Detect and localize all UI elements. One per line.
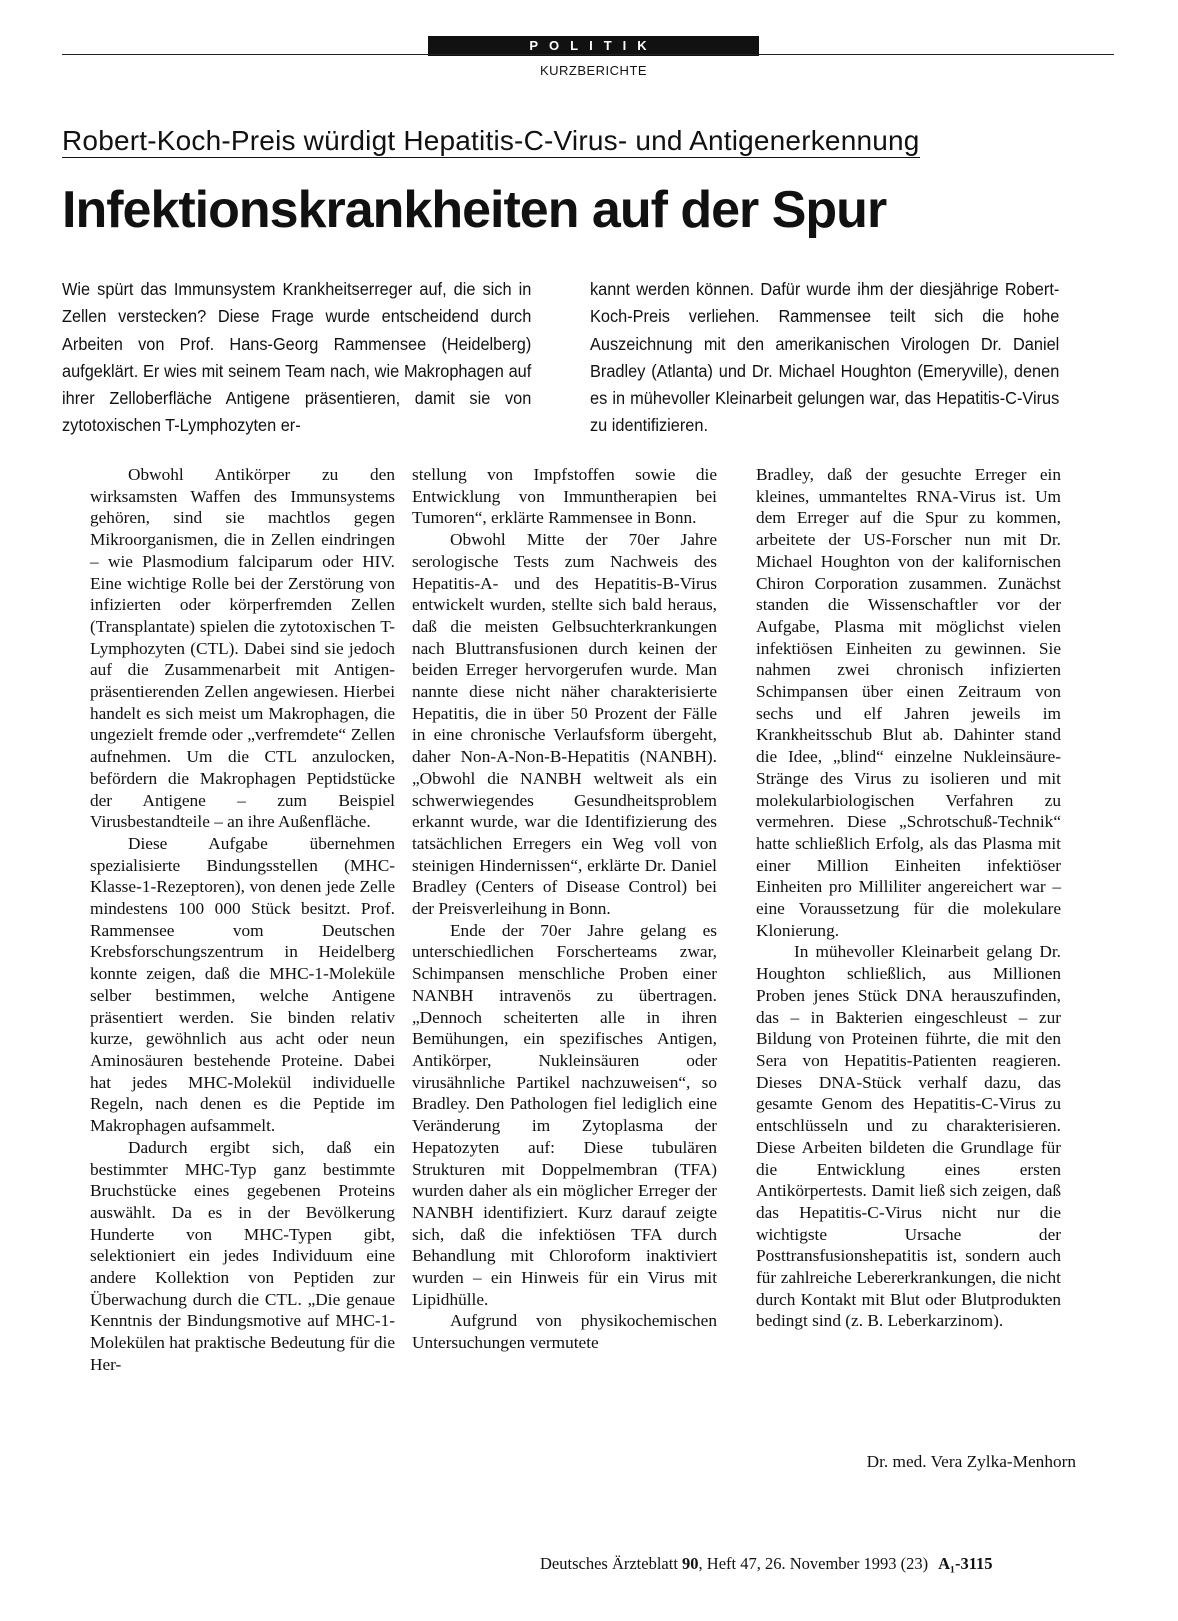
section-label: POLITIK <box>428 36 759 56</box>
paragraph: Bradley, daß der gesuchte Erreger ein kleines, ummanteltes RNA-Virus ist. Um dem Erreger auf die Spur zu kommen, arbeitete der US-Forscher nun mit Dr. Michael Houghton von der kalifornischen Chiron Corporation zusammen. Zunächst standen die Wissenschaftler vor der Aufgabe, Plasma mit möglichst vielen infektiösen Einheiten zu gewinnen. Sie nahmen zwei chronisch infizierten Schimpansen über einen Zeitraum von sechs und elf Jahren jeweils im Krankheitsschub Blut ab. Dahinter stand die Idee, „blind“ einzelne Nukleinsäure-Stränge des Virus zu isolieren und mit molekularbiologischen Verfahren zu vermehren. Diese „Schrotschuß-Technik“ hatte schließlich Erfolg, als das Plasma mit einer Million Einheiten infektiöser Einheiten pro Milliliter angereichert war – eine Voraussetzung für die molekulare Klonierung. <box>756 465 1061 940</box>
header-rule <box>62 54 1114 55</box>
journal-volume: 90 <box>682 1554 699 1573</box>
text-column-3 <box>756 464 1061 1332</box>
paragraph: Aufgrund von physikochemischen Untersuchungen vermutete <box>412 1311 717 1353</box>
paragraph: Obwohl Mitte der 70er Jahre serologische Tests zum Nachweis des Hepatitis-A- und des Hepatitis-B-Virus entwickelt wurden, stellte sich bald heraus, daß die meisten Gelbsuchterkrankungen nach Bluttransfusionen durch keinen der beiden Erreger hervorgerufen wurde. Man nannte diese nicht näher charakterisierte Hepatitis, die in über 50 Prozent der Fälle in eine chronische Verlaufsform übergeht, daher Non-A-Non-B-Hepatitis (NANBH). „Obwohl die NANBH weltweit als ein schwerwiegendes Gesundheitsproblem erkannt wurde, war die Identifizierung des tatsächlichen Erregers ein Weg voll von steinigen Hindernissen“, erklärte Dr. Daniel Bradley (Centers of Disease Control) bei der Preisverleihung in Bonn. <box>412 530 717 919</box>
category-label: KURZBERICHTE <box>539 63 648 78</box>
page-footer <box>540 1554 993 1574</box>
article-subtitle-text: Robert-Koch-Preis würdigt Hepatitis-C-Virus- und Antigenerkennung <box>62 125 920 156</box>
issue-info: , Heft 47, 26. November 1993 (23) <box>698 1554 929 1573</box>
paragraph: Dadurch ergibt sich, daß ein bestimmter MHC-Typ ganz bestimmte Bruchstücke eines gegebenen Proteins auswählt. Da es in der Bevölkerung Hunderte von MHC-Typen gibt, selektioniert ein jedes Individuum eine andere Kollektion von Peptiden zur Überwachung durch die CTL. „Die genaue Kenntnis der Bindungsmotive auf MHC-1-Molekülen hat praktische Bedeutung für die Her- <box>90 1137 395 1374</box>
lead-paragraph-left: Wie spürt das Immunsystem Krankheitserreger auf, die sich in Zellen verstecken? Diese Frage wurde entscheidend durch Arbeiten von Prof. Hans-Georg Rammensee (Heidelberg) aufgeklärt. Er wies mit seinem Team nach, wie Makrophagen auf ihrer Zelloberfläche Antigene präsentieren, damit sie von zytotoxischen T-Lymphozyten er- <box>62 279 532 436</box>
article-subtitle <box>62 125 1162 157</box>
text-column-1 <box>90 464 395 1376</box>
paragraph: Ende der 70er Jahre gelang es unterschiedlichen Forscherteams zwar, Schimpansen menschliche Proben einer NANBH intravenös zu übertragen. „Dennoch scheiterten alle in ihren Bemühungen, ein spezifisches Antigen, Antikörper, Nukleinsäuren oder virusähnliche Partikel nachzuweisen“, so Bradley. Den Pathologen fiel lediglich eine Veränderung im Zytoplasma der Hepatozyten auf: Diese tubulären Strukturen mit Doppelmembran (TFA) wurden daher als ein möglicher Erreger der NANBH identifiziert. Kurz darauf zeigte sich, daß die infektiösen TFA durch Behandlung mit Chloroform inaktiviert wurden – ein Hinweis für ein Virus mit Lipidhülle. <box>412 920 717 1309</box>
page-number: A₁-3115 <box>938 1554 993 1573</box>
paragraph: In mühevoller Kleinarbeit gelang Dr. Houghton schließlich, aus Millionen Proben jenes Stück DNA herauszufinden, das – in Bakterien eingeschleust – zur Bildung von Proteinen führte, die mit den Sera von Hepatitis-Patienten reagieren. Dieses DNA-Stück verhalf dazu, das gesamte Genom des Hepatitis-C-Virus zu entschlüsseln und zu charakterisieren. Diese Arbeiten bildeten die Grundlage für die Entwicklung eines ersten Antikörpertests. Damit ließ sich zeigen, daß das Hepatitis-C-Virus nicht nur die wichtigste Ursache der Posttransfusionshepatitis ist, sondern auch für zahlreiche Lebererkrankungen, die nicht durch Kontakt mit Blut oder Blutprodukten bedingt sind (z. B. Leberkarzinom). <box>756 942 1061 1331</box>
journal-name: Deutsches Ärzteblatt <box>540 1554 678 1573</box>
paragraph: Diese Aufgabe übernehmen spezialisierte Bindungsstellen (MHC-Klasse-1-Rezeptoren), von denen jede Zelle mindestens 100 000 Stück besitzt. Prof. Rammensee vom Deutschen Krebsforschungszentrum in Heidelberg konnte zeigen, daß die MHC-1-Moleküle selber bestimmen, welche Antigene präsentiert werden. Sie binden relativ kurze, gewöhnlich aus acht oder neun Aminosäuren bestehende Proteine. Dabei hat jedes MHC-Molekül individuelle Regeln, nach denen es die Peptide im Makrophagen aufsammelt. <box>90 833 395 1136</box>
author-byline: Dr. med. Vera Zylka-Menhorn <box>866 1452 1076 1471</box>
lead-paragraph-right: kannt werden können. Dafür wurde ihm der diesjährige Robert-Koch-Preis verliehen. Rammensee teilt sich die hohe Auszeichnung mit den amerikanischen Virologen Dr. Daniel Bradley (Atlanta) und Dr. Michael Houghton (Emeryville), denen es in mühevoller Kleinarbeit gelungen war, das Hepatitis-C-Virus zu identifizieren. <box>590 279 1060 436</box>
paragraph: stellung von Impfstoffen sowie die Entwicklung von Immuntherapien bei Tumoren“, erklärte Rammensee in Bonn. <box>412 465 717 528</box>
text-column-2 <box>412 464 717 1354</box>
article-title: Infektionskrankheiten auf der Spur <box>62 181 887 239</box>
paragraph: Obwohl Antikörper zu den wirksamsten Waffen des Immunsystems gehören, sind sie machtlos gegen Mikroorganismen, die in Zellen eindringen – wie Plasmodium falciparum oder HIV. Eine wichtige Rolle bei der Zerstörung von infizierten oder körperfremden Zellen (Transplantate) spielen die zytotoxischen T-Lymphozyten (CTL). Dabei sind sie jedoch auf die Zusammenarbeit mit Antigen-präsentierenden Zellen angewiesen. Hierbei handelt es sich meist um Makrophagen, die ungezielt fremde oder „verfremdete“ Zellen aufnehmen. Um die CTL anzulocken, befördern die Makrophagen Peptidstücke der Antigene – zum Beispiel Virusbestandteile – an ihre Außenfläche. <box>90 465 395 832</box>
